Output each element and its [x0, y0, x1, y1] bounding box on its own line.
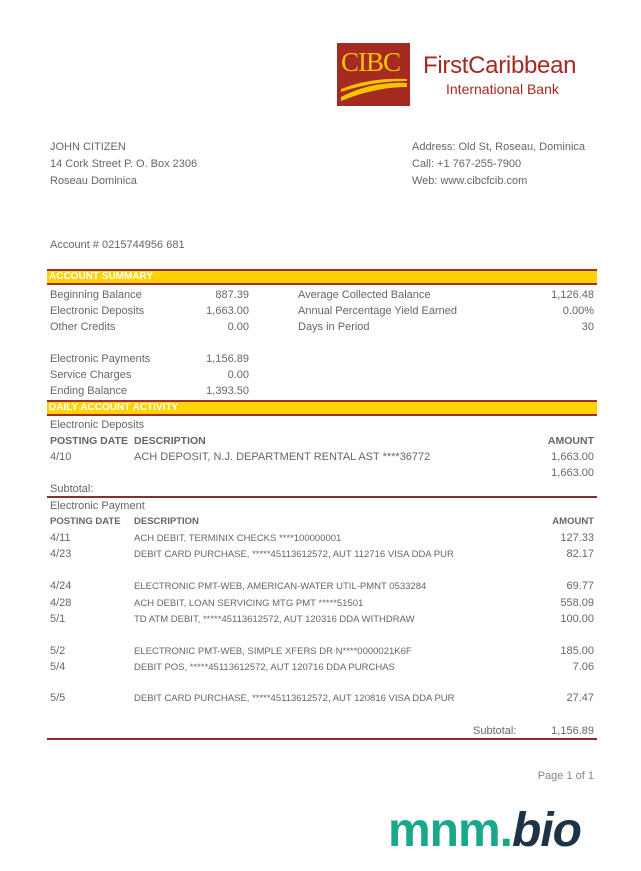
header-amount: AMOUNT	[547, 435, 594, 447]
deposit-desc: ACH DEPOSIT, N.J. DEPARTMENT RENTAL AST ****36772	[134, 451, 431, 463]
payment-date: 5/5	[50, 692, 66, 704]
payment-desc: DEBIT CARD PURCHASE, *****45113612572, AUT 120816 VISA DDA PUR	[134, 693, 455, 704]
payment-date: 4/11	[50, 532, 71, 544]
summary-value: 1,393.50	[206, 385, 249, 397]
summary-label: Electronic Payments	[50, 353, 151, 365]
deposit-subtotal-label: Subtotal:	[50, 483, 94, 495]
account-summary-header: ACCOUNT SUMMARY	[47, 269, 597, 285]
deposits-title: Electronic Deposits	[50, 419, 145, 431]
deposit-subtotal: 1,663.00	[551, 467, 594, 479]
payment-desc: ELECTRONIC PMT-WEB, SIMPLE XFERS DR N****0000021K6F	[134, 646, 412, 657]
watermark	[388, 805, 581, 857]
daily-activity-header: DAILY ACCOUNT ACTIVITY	[47, 400, 597, 416]
summary-value: 887.39	[215, 289, 249, 301]
payment-amount: 69.77	[566, 580, 594, 592]
payment-date: 4/24	[50, 580, 72, 592]
payment-date: 5/2	[50, 645, 66, 657]
payment-amount: 7.06	[572, 661, 594, 673]
summary-value: 0.00	[227, 369, 249, 381]
payment-amount: 185.00	[560, 645, 594, 657]
customer-name: JOHN CITIZEN	[50, 141, 126, 153]
payment-date: 4/28	[50, 597, 72, 609]
summary-label: Beginning Balance	[50, 289, 142, 301]
summary-value: 1,126.48	[551, 289, 594, 301]
payments-title: Electronic Payment	[50, 500, 145, 512]
summary-label: Electronic Deposits	[50, 305, 145, 317]
watermark-part1: mnm.	[388, 804, 513, 857]
logo-text: CIBC	[341, 47, 401, 77]
payment-desc: ELECTRONIC PMT-WEB, AMERICAN-WATER UTIL-PMNT 0533284	[134, 581, 427, 592]
deposit-amount: 1,663.00	[551, 451, 594, 463]
summary-label: Average Collected Balance	[298, 289, 431, 301]
contact-call: Call: +1 767-255-7900	[412, 158, 522, 170]
payment-subtotal: 1,156.89	[551, 725, 594, 737]
payment-desc: DEBIT CARD PURCHASE, *****45113612572, AUT 112716 VISA DDA PUR	[134, 549, 454, 560]
summary-value: 0.00	[227, 321, 249, 333]
header-amount: AMOUNT	[552, 516, 594, 527]
contact-web: Web: www.cibcfcib.com	[412, 175, 528, 187]
contact-address: Address: Old St, Roseau, Dominica	[412, 141, 586, 153]
summary-label: Annual Percentage Yield Earned	[298, 305, 458, 317]
header-posting-date: POSTING DATE	[50, 435, 128, 447]
payment-amount: 82.17	[566, 548, 594, 560]
page-number: Page 1 of 1	[537, 770, 594, 782]
summary-label: Ending Balance	[50, 385, 128, 397]
contact-block	[412, 139, 585, 190]
watermark-part2: bio	[512, 804, 581, 857]
payment-amount: 100.00	[560, 613, 594, 625]
payment-desc: ACH DEBIT, TERMINIX CHECKS ****100000001	[134, 533, 342, 544]
bank-subtitle: International Bank	[446, 81, 559, 97]
payment-desc: DEBIT POS, *****45113612572, AUT 120716 DDA PURCHAS	[134, 662, 395, 673]
swoosh-icon	[337, 77, 410, 103]
divider	[47, 496, 597, 498]
payment-date: 5/4	[50, 661, 66, 673]
header-description: DESCRIPTION	[134, 516, 199, 527]
payment-subtotal-label: Subtotal:	[473, 725, 517, 737]
summary-value: 30	[581, 321, 594, 333]
bank-name: FirstCaribbean	[423, 52, 577, 79]
payment-date: 5/1	[50, 613, 66, 625]
summary-label: Days in Period	[298, 321, 370, 333]
customer-address1: 14 Cork Street P. O. Box 2306	[50, 158, 198, 170]
summary-value: 0.00%	[562, 305, 594, 317]
summary-label: Service Charges	[50, 369, 132, 381]
payment-amount: 127.33	[560, 532, 594, 544]
cibc-logo	[337, 43, 410, 106]
payment-amount: 558.09	[560, 597, 594, 609]
summary-label: Other Credits	[50, 321, 116, 333]
summary-value: 1,663.00	[206, 305, 249, 317]
payment-date: 4/23	[50, 548, 72, 560]
payment-desc: ACH DEBIT, LOAN SERVICING MTG PMT *****51501	[134, 598, 364, 609]
account-number: Account # 0215744956 681	[50, 239, 185, 251]
header-posting-date: POSTING DATE	[50, 516, 121, 527]
payment-desc: TD ATM DEBIT, *****45113612572, AUT 120316 DDA WITHDRAW	[134, 614, 415, 625]
header-description: DESCRIPTION	[134, 435, 206, 447]
divider	[47, 738, 597, 740]
deposit-date: 4/10	[50, 451, 72, 463]
summary-value: 1,156.89	[206, 353, 249, 365]
customer-address2: Roseau Dominica	[50, 175, 137, 187]
customer-block	[50, 139, 197, 190]
payment-amount: 27.47	[566, 692, 594, 704]
